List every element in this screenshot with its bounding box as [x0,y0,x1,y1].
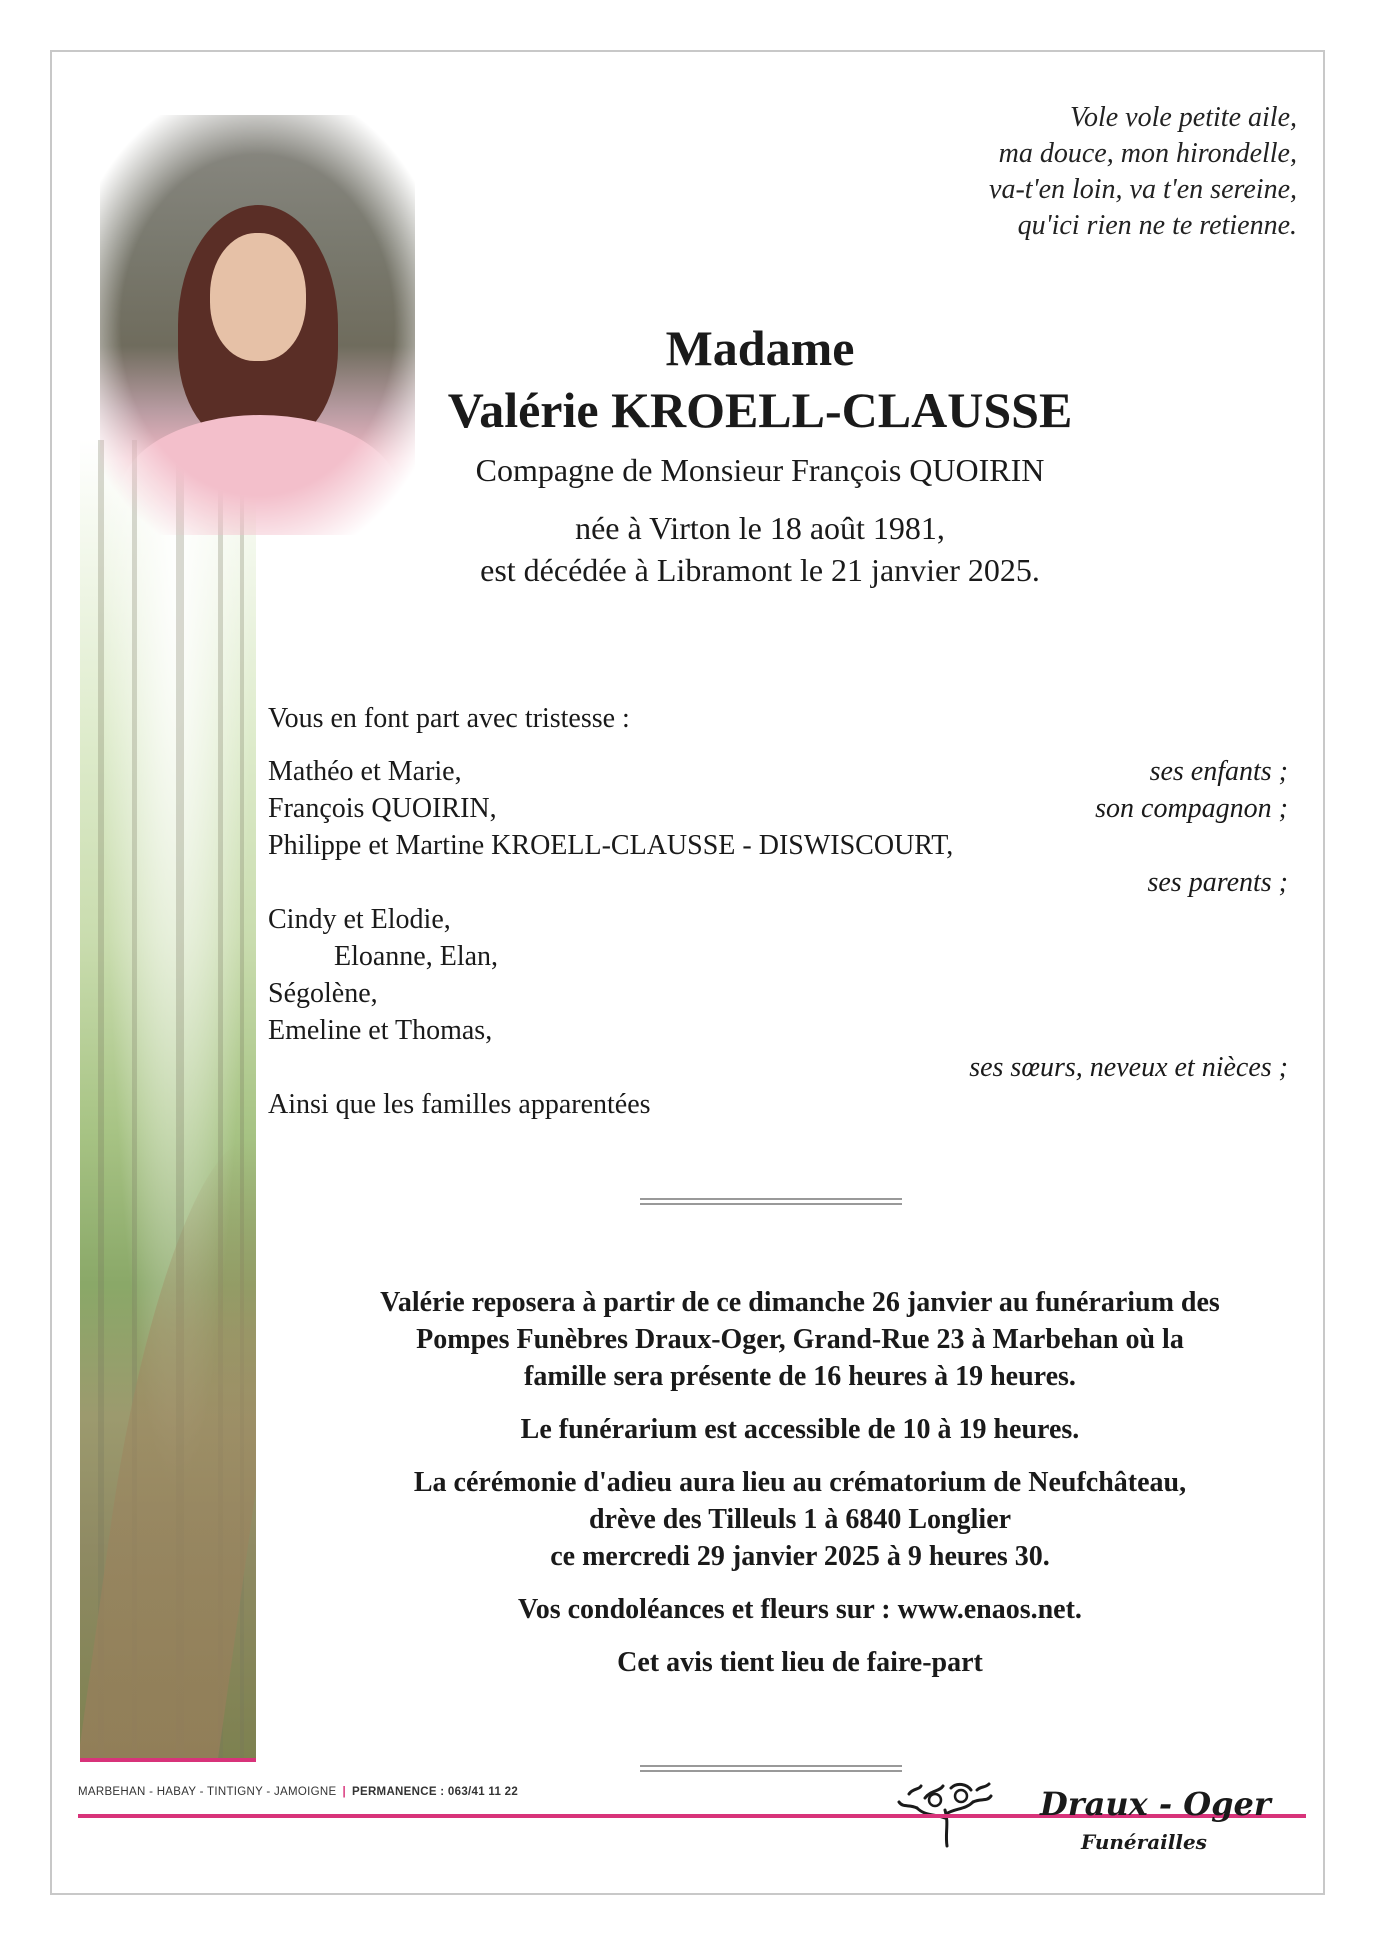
forest-path-image [80,440,256,1760]
list-item [268,790,1288,827]
list-item [268,975,1288,1012]
list-item [268,901,1288,938]
poem-line: qu'ici rien ne te retienne. [1017,210,1297,241]
footer-permanence: PERMANENCE : 063/41 11 22 [352,1786,519,1798]
poem-line: ma douce, mon hirondelle, [998,138,1297,169]
hours-paragraph [290,1411,1310,1448]
deceased-name: Valérie KROELL-CLAUSSE [447,382,1073,438]
list-item [268,938,1288,975]
poem [777,100,1297,244]
notice-line: Cet avis tient lieu de faire-part [617,1647,983,1678]
visitation-paragraph [290,1284,1310,1395]
family-name: Ségolène, [268,978,378,1009]
divider [640,1198,902,1205]
footer-locations: MARBEHAN - HABAY - TINTIGNY - JAMOIGNE [78,1786,337,1798]
list-item [268,827,1288,864]
family-intro: Vous en font part avec tristesse : [268,703,630,734]
family-name: Emeline et Thomas, [268,1015,493,1046]
list-item [268,753,1288,790]
ceremony-paragraph [290,1464,1310,1575]
visitation-line: Valérie reposera à partir de ce dimanche 26 janvier au funérarium des [380,1287,1220,1318]
family-name: Cindy et Elodie, [268,904,451,935]
family-name: Philippe et Martine KROELL-CLAUSSE - DISWISCOURT, [268,830,954,861]
visitation-line: Pompes Funèbres Draux-Oger, Grand-Rue 23 à Marbehan où la [416,1324,1184,1355]
companion-line: Compagne de Monsieur François QUOIRIN [475,452,1045,488]
condolences-paragraph [290,1591,1310,1628]
tree-icon [895,1778,995,1848]
condolences-line: Vos condoléances et fleurs sur : www.enaos.net. [518,1594,1082,1625]
list-item [268,1086,1288,1123]
ceremony-line: La cérémonie d'adieu aura lieu au crématorium de Neufchâteau, [413,1467,1187,1498]
birth-line: née à Virton le 18 août 1981, [575,510,945,546]
poem-line: va-t'en loin, va t'en sereine, [989,174,1297,205]
footer-contact [78,1786,518,1798]
ceremony-line: ce mercredi 29 janvier 2025 à 9 heures 30. [550,1541,1050,1572]
list-item [268,1012,1288,1049]
funeral-details [290,1284,1310,1697]
family-relation: son compagnon ; [1095,793,1288,824]
family-relation: ses sœurs, neveux et nièces ; [969,1052,1288,1083]
list-item [268,1049,1288,1086]
footer-separator: | [342,1786,347,1798]
brand-name: Draux - Oger [1040,1785,1271,1823]
brand-subtitle: Funérailles [1075,1830,1213,1854]
honorific: Madame [665,320,855,376]
family-relation: ses parents ; [1147,867,1288,898]
forest-accent-bar [80,1758,256,1762]
divider [640,1765,902,1772]
family-name: Mathéo et Marie, [268,756,462,787]
visitation-line: famille sera présente de 16 heures à 19 heures. [524,1361,1076,1392]
poem-line: Vole vole petite aile, [1069,102,1297,133]
family-name: Ainsi que les familles apparentées [268,1089,651,1120]
notice-paragraph [290,1644,1310,1681]
family-list [268,700,1288,1123]
family-name: Eloanne, Elan, [334,941,499,972]
hours-line: Le funérarium est accessible de 10 à 19 heures. [520,1414,1080,1445]
family-relation: ses enfants ; [1149,756,1288,787]
death-line: est décédée à Libramont le 21 janvier 2025. [480,552,1040,588]
family-name: François QUOIRIN, [268,793,497,824]
list-item [268,864,1288,901]
ceremony-line: drève des Tilleuls 1 à 6840 Longlier [588,1504,1012,1535]
portrait-photo [100,115,415,535]
